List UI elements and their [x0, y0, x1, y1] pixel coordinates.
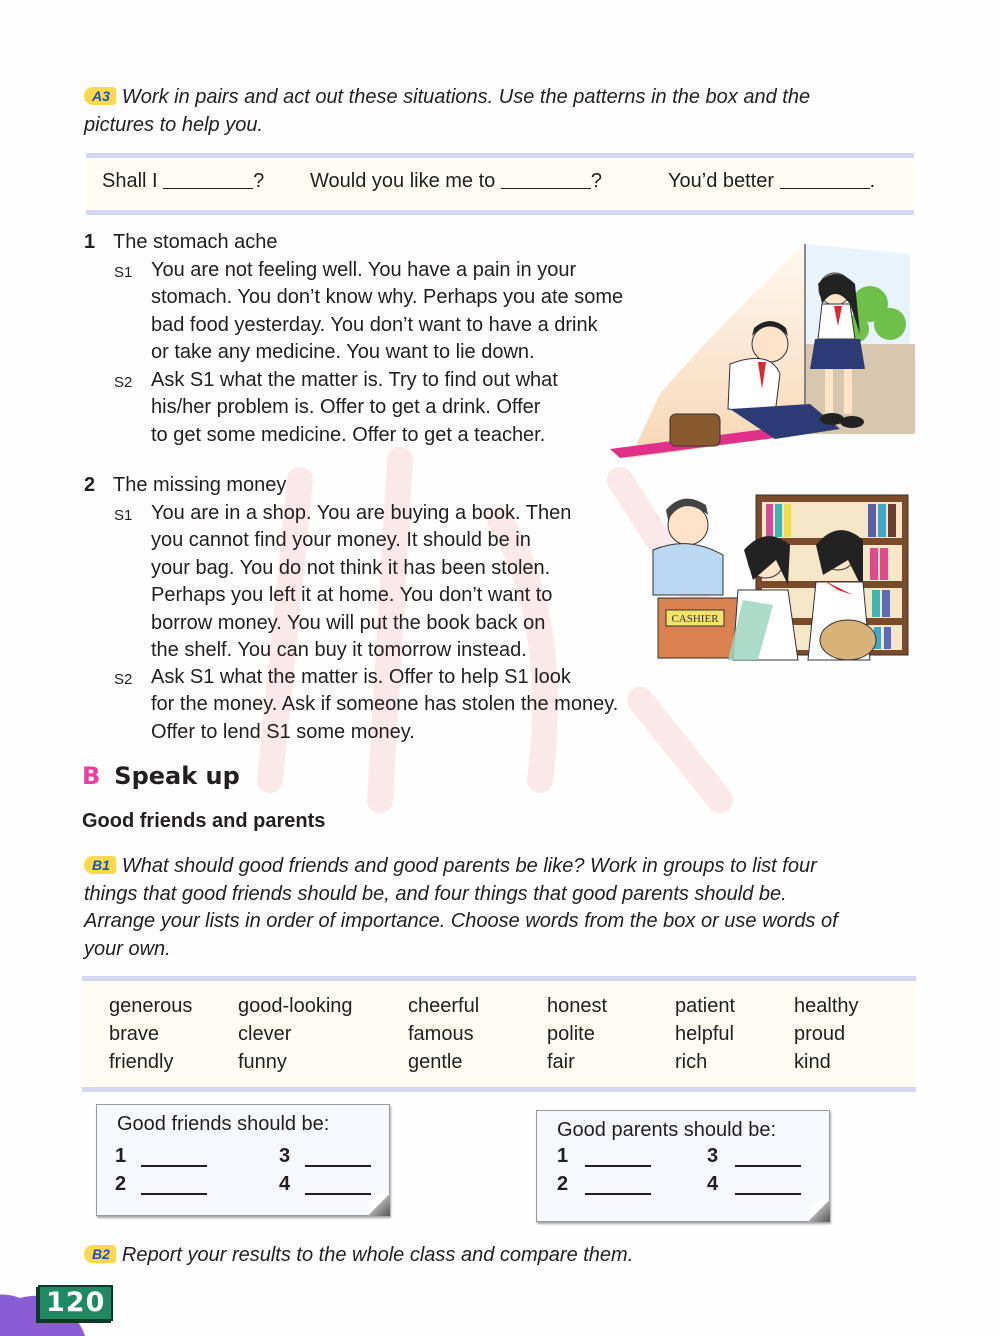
section-heading — [82, 762, 240, 790]
card-title: Good parents should be: — [557, 1119, 777, 1141]
pattern-box — [86, 153, 914, 215]
situation-number: 1 — [84, 231, 96, 253]
answer-line[interactable] — [141, 1165, 207, 1167]
word-column — [675, 992, 735, 1076]
page-curl — [368, 1194, 390, 1216]
word: polite — [547, 1023, 595, 1045]
role-text: Ask S1 what the matter is. Try to find out what his/her problem is. Offer to get a drink. Offer to get some medicine. Offer to get a teacher. — [151, 369, 558, 446]
word: good-looking — [238, 995, 353, 1017]
box-rule — [82, 976, 916, 981]
word: brave — [109, 1023, 160, 1045]
page-curl — [808, 1200, 830, 1222]
word-column — [547, 992, 607, 1076]
cashier-sign: CASHIER — [671, 613, 719, 625]
b1-instruction: B1 What should good friends and good parents be like? Work in groups to list four things that good friends should be, and four things that good parents should be. Arrange your lists in order of importance. Choose words from the box or use words of your own. — [84, 855, 838, 960]
word: funny — [238, 1051, 287, 1073]
word-column — [794, 992, 859, 1076]
card-title: Good friends should be: — [117, 1113, 330, 1135]
role-text: You are in a shop. You are buying a book. Then you cannot find your money. It should be in your bag. You do not think it has been stolen. Perhaps you left it at home. You don’t want to borrow money. You will put the book back on the shelf. You can buy it tomorrow instead. — [151, 502, 572, 661]
answer-line[interactable] — [305, 1193, 371, 1195]
good-friends-card: Good friends should be: 1 2 3 4 — [96, 1104, 390, 1216]
situation-title: The missing money — [113, 474, 287, 496]
word: healthy — [794, 995, 859, 1017]
section-letter: B — [82, 762, 101, 790]
answer-line[interactable] — [735, 1193, 801, 1195]
section-title: Speak up — [114, 762, 240, 790]
b2-instruction: B2 Report your results to the whole class and compare them. — [84, 1242, 924, 1270]
role-label: S2 — [114, 671, 133, 688]
blank-line — [163, 171, 253, 189]
role-text: Ask S1 what the matter is. Offer to help S1 look for the money. Ask if someone has stolen the money. Offer to lend S1 some money. — [151, 666, 619, 743]
situation-number: 2 — [84, 474, 96, 496]
answer-line[interactable] — [585, 1193, 651, 1195]
word: honest — [547, 995, 608, 1017]
answer-line[interactable] — [585, 1165, 651, 1167]
stomach-ache-illustration — [600, 244, 920, 458]
word: helpful — [675, 1023, 734, 1045]
good-parents-card: Good parents should be: 1 2 3 4 — [536, 1110, 830, 1222]
word-column — [408, 992, 479, 1076]
page-number: 120 — [38, 1285, 113, 1321]
situation-title: The stomach ache — [113, 231, 278, 253]
word: gentle — [408, 1051, 463, 1073]
word: proud — [794, 1023, 846, 1045]
pattern-would-you-like: Would you like me to ? — [310, 170, 602, 192]
word: patient — [675, 995, 736, 1017]
word-box — [82, 976, 916, 1092]
b1-badge: B1 — [84, 856, 116, 874]
word-column — [238, 992, 353, 1076]
role-label: S1 — [114, 264, 133, 281]
a3-badge: A3 — [84, 87, 116, 105]
bookshop-illustration — [648, 490, 912, 664]
answer-line[interactable] — [141, 1193, 207, 1195]
role-label: S2 — [114, 374, 133, 391]
pattern-shall-i: Shall I ? — [102, 170, 265, 192]
word: friendly — [109, 1051, 174, 1073]
b2-badge: B2 — [84, 1245, 116, 1263]
word: rich — [675, 1051, 708, 1073]
word: clever — [238, 1023, 292, 1045]
blank-line — [501, 171, 591, 189]
box-rule — [82, 1087, 916, 1092]
word: kind — [794, 1051, 831, 1073]
a3-instruction: A3 Work in pairs and act out these situations. Use the patterns in the box and the pictures to help you. — [84, 86, 811, 136]
role-label: S1 — [114, 507, 133, 524]
box-rule — [86, 210, 914, 215]
word: generous — [109, 995, 193, 1017]
word: fair — [547, 1051, 575, 1073]
role-text: You are not feeling well. You have a pain in your stomach. You don’t know why. Perhaps you ate some bad food yesterday. You don’t want to have a drink or take any medicine. You want to lie down. — [151, 259, 624, 364]
answer-line[interactable] — [735, 1165, 801, 1167]
word-column — [109, 992, 192, 1076]
word: cheerful — [408, 995, 480, 1017]
word: famous — [408, 1023, 474, 1045]
pattern-youd-better: You’d better . — [668, 170, 876, 192]
subheading: Good friends and parents — [82, 810, 326, 832]
box-rule — [86, 153, 914, 158]
answer-line[interactable] — [305, 1165, 371, 1167]
blank-line — [780, 171, 870, 189]
